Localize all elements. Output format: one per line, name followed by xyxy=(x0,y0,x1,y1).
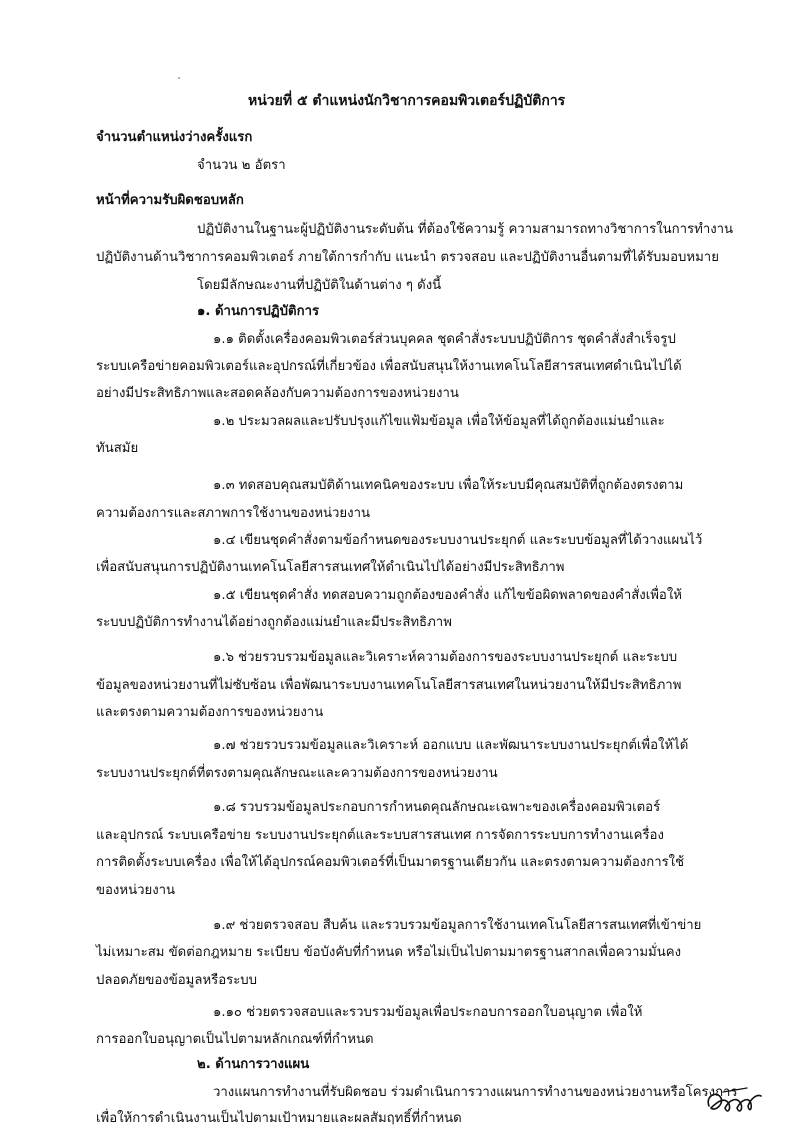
item-1-4-line: ๑.๔ เขียนชุดคำสั่งตามข้อกำหนดของระบบงานประยุกต์ และระบบข้อมูลที่ได้วางแผนไว้ xyxy=(213,533,703,548)
duty-intro-line: ปฏิบัติงานในฐานะผู้ปฏิบัติงานระดับต้น ที่ต้องใช้ความรู้ ความสามารถทางวิชาการในการทำงาน xyxy=(197,222,734,237)
item-1-8-line: และอุปกรณ์ ระบบเครือข่าย ระบบงานประยุกต์และระบบสารสนเทศ การจัดการระบบการทำงานเครื่อง xyxy=(96,828,664,843)
item-1-2-line: ๑.๒ ประมวลผลและปรับปรุงแก้ไขแฟ้มข้อมูล เพื่อให้ข้อมูลที่ได้ถูกต้องแม่นยำและ xyxy=(213,414,665,429)
item-1-4-line: เพื่อสนับสนุนการปฏิบัติงานเทคโนโลยีสารสนเทศให้ดำเนินไปได้อย่างมีประสิทธิภาพ xyxy=(96,560,565,575)
item-1-5-line: ๑.๕ เขียนชุดคำสั่ง ทดสอบความถูกต้องของคำสั่ง แก้ไขข้อผิดพลาดของคำสั่งเพื่อให้ xyxy=(213,588,682,603)
item-1-9-line: ไม่เหมาะสม ขัดต่อกฎหมาย ระเบียบ ข้อบังคับที่กำหนด หรือไม่เป็นไปตามมาตรฐานสากลเพื่อความมั่นคง xyxy=(96,945,682,960)
item-1-7-line: ๑.๗ ช่วยรวบรวมข้อมูลและวิเคราะห์ ออกแบบ และพัฒนาระบบงานประยุกต์เพื่อให้ได้ xyxy=(213,738,689,753)
item-1-8-line: ของหน่วยงาน xyxy=(96,883,176,898)
item-1-5-line: ระบบปฏิบัติการทำงานได้อย่างถูกต้องแม่นยำและมีประสิทธิภาพ xyxy=(96,615,452,630)
duty-intro-line: ปฏิบัติงานด้านวิชาการคอมพิวเตอร์ ภายใต้การกำกับ แนะนำ ตรวจสอบ และปฏิบัติงานอื่นตามที่ได้รับมอบหมาย xyxy=(96,250,719,265)
item-1-9-line: ปลอดภัยของข้อมูลหรือระบบ xyxy=(96,973,258,988)
item-1-1-line: อย่างมีประสิทธิภาพและสอดคล้องกับความต้องการของหน่วยงาน xyxy=(96,386,459,401)
handwritten-signature xyxy=(703,1082,765,1120)
section2-body-line: วางแผนการทำงานที่รับผิดชอบ ร่วมดำเนินการวางแผนการทำงานของหน่วยงานหรือโครงการ xyxy=(213,1085,738,1100)
item-1-6-line: ๑.๖ ช่วยรวบรวมข้อมูลและวิเคราะห์ความต้องการของระบบงานประยุกต์ และระบบ xyxy=(213,650,678,665)
item-1-6-line: ข้อมูลของหน่วยงานที่ไม่ซับซ้อน เพื่อพัฒนาระบบงานเทคโนโลยีสารสนเทศในหน่วยงานให้มีประสิทธิภาพ xyxy=(96,678,682,693)
scan-speck xyxy=(178,77,180,79)
section2-body-line: เพื่อให้การดำเนินงานเป็นไปตามเป้าหมายและผลสัมฤทธิ์ที่กำหนด xyxy=(96,1111,462,1126)
duty-intro-line: โดยมีลักษณะงานที่ปฏิบัติในด้านต่าง ๆ ดังนี้ xyxy=(197,278,442,293)
item-1-9-line: ๑.๙ ช่วยตรวจสอบ สืบค้น และรวบรวมข้อมูลการใช้งานเทคโนโลยีสารสนเทศที่เข้าข่าย xyxy=(213,918,702,933)
section-heading-planning: ๒. ด้านการวางแผน xyxy=(197,1057,310,1072)
vacancy-count: จำนวน ๒ อัตรา xyxy=(197,158,286,173)
item-1-1-line: ๑.๑ ติดตั้งเครื่องคอมพิวเตอร์ส่วนบุคคล ชุดคำสั่งระบบปฏิบัติการ ชุดคำสั่งสำเร็จรูป xyxy=(213,332,676,347)
item-1-8-line: การติดตั้งระบบเครื่อง เพื่อให้ได้อุปกรณ์คอมพิวเตอร์ที่เป็นมาตรฐานเดียวกัน และตรงตามความต้องการใช้ xyxy=(96,855,685,870)
item-1-10-line: ๑.๑๐ ช่วยตรวจสอบและรวบรวมข้อมูลเพื่อประกอบการออกใบอนุญาต เพื่อให้ xyxy=(213,1005,643,1020)
item-1-8-line: ๑.๘ รวบรวมข้อมูลประกอบการกำหนดคุณลักษณะเฉพาะของเครื่องคอมพิวเตอร์ xyxy=(213,800,661,815)
item-1-1-line: ระบบเครือข่ายคอมพิวเตอร์และอุปกรณ์ที่เกี่ยวข้อง เพื่อสนับสนุนให้งานเทคโนโลยีสารสนเทศดำเนินไปได้ xyxy=(96,359,682,374)
duty-heading: หน้าที่ความรับผิดชอบหลัก xyxy=(96,193,244,208)
item-1-7-line: ระบบงานประยุกต์ที่ตรงตามคุณลักษณะและความต้องการของหน่วยงาน xyxy=(96,766,498,781)
item-1-2-line: ทันสมัย xyxy=(96,441,139,456)
item-1-10-line: การออกใบอนุญาตเป็นไปตามหลักเกณฑ์ที่กำหนด xyxy=(96,1032,374,1047)
item-1-3-line: ความต้องการและสภาพการใช้งานของหน่วยงาน xyxy=(96,506,371,521)
section-heading-operations: ๑. ด้านการปฏิบัติการ xyxy=(197,304,320,319)
vacancy-heading: จำนวนตำแหน่งว่างครั้งแรก xyxy=(96,130,253,145)
item-1-6-line: และตรงตามความต้องการของหน่วยงาน xyxy=(96,705,324,720)
item-1-3-line: ๑.๓ ทดสอบคุณสมบัติด้านเทคนิคของระบบ เพื่อให้ระบบมีคุณสมบัติที่ถูกต้องตรงตาม xyxy=(213,478,684,493)
document-title: หน่วยที่ ๕ ตำแหน่งนักวิชาการคอมพิวเตอร์ปฏิบัติการ xyxy=(248,93,566,109)
